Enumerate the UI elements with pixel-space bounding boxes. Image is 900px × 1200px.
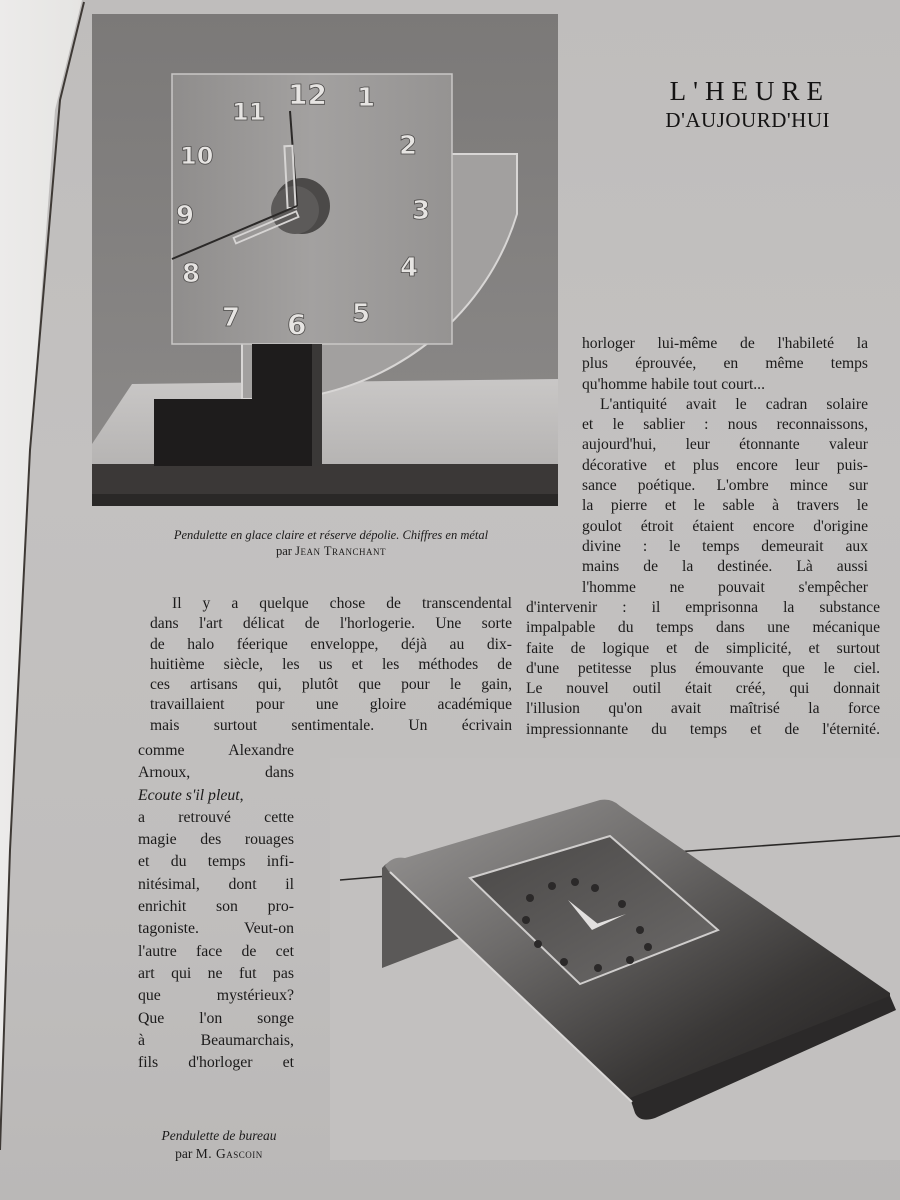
text-line: Le nouvel outil était créé, qui donnait	[526, 680, 880, 698]
book-title-line: Ecoute s'il pleut,	[138, 786, 244, 804]
text-line: Il y a quelque chose de transcendental	[172, 595, 512, 612]
text-line: horloger lui-même de l'habileté la	[582, 335, 868, 352]
text-line: nitésimal, dont il	[138, 875, 294, 893]
svg-text:9: 9	[176, 201, 195, 231]
text-line: divine : le temps demeurait aux	[582, 537, 868, 555]
right-column-top	[582, 334, 868, 598]
text-line: aujourd'hui, leur étonnante valeur	[582, 436, 868, 454]
text-line: L'antiquité avait le cadran solaire	[600, 395, 868, 413]
text-line: de halo féerique enveloppe, déjà au dix-	[150, 635, 512, 653]
text-line: décorative et plus encore leur puis-	[582, 456, 868, 474]
text-line: et le sablier : nous reconnaissons,	[582, 416, 868, 434]
text-line: art qui ne fut pas	[138, 964, 294, 982]
svg-text:11: 11	[232, 98, 266, 126]
svg-text:4: 4	[400, 253, 419, 283]
text-line: travaillaient pour une gloire académique	[150, 696, 512, 714]
text-line: plus éprouvée, en même temps	[582, 355, 868, 373]
text-line: mains de la destinée. Là aussi	[582, 558, 868, 576]
text-line: faite de logique et de simplicité, et surtout	[526, 639, 880, 657]
photo-gascoin-desk-clock	[330, 758, 900, 1160]
caption-1-description: Pendulette en glace claire et réserve dépolie. Chiffres en métal	[173, 528, 489, 542]
text-line: a retrouvé cette	[138, 808, 294, 826]
text-line: ces artisans qui, plutôt que pour le gain,	[150, 676, 512, 694]
text-line: qu'homme habile tout court...	[582, 375, 765, 393]
numeral-12: 12	[288, 78, 327, 111]
title-line-1: L'HEURE	[669, 76, 830, 106]
svg-text:10: 10	[180, 142, 214, 170]
caption-1-author: Jean Tranchant	[295, 544, 386, 558]
photo-tranchant-clock	[92, 14, 558, 506]
caption-2-par: par	[175, 1146, 193, 1161]
title-line-2: D'AUJOURD'HUI	[665, 108, 830, 132]
caption-1-par: par	[276, 544, 292, 558]
text-line: magie des rouages	[138, 831, 294, 849]
text-line: l'autre face de cet	[138, 942, 294, 960]
text-line: Arnoux, dans	[138, 764, 294, 782]
text-line: à Beaumarchais,	[138, 1031, 294, 1049]
text-line: Que l'on songe	[138, 1009, 294, 1027]
caption-figure-2	[124, 1127, 314, 1163]
text-line: d'une petitesse plus émouvante que le ciel.	[526, 659, 880, 677]
text-line: huitième siècle, les us et les méthodes de	[150, 655, 512, 673]
text-line: enrichit son pro-	[138, 898, 294, 916]
text-line: et du temps infi-	[138, 853, 294, 871]
text-line: l'illusion qu'on avait maîtrisé la force	[526, 700, 880, 718]
svg-text:7: 7	[222, 303, 241, 333]
caption-figure-1	[100, 527, 562, 559]
text-line: comme Alexandre	[138, 742, 294, 759]
text-line: fils d'horloger et	[138, 1054, 294, 1072]
svg-text:2: 2	[399, 131, 418, 161]
text-line: dans l'art délicat de l'horlogerie. Une sorte	[150, 615, 512, 633]
left-column-top	[150, 594, 512, 736]
book-title: Ecoute s'il pleut	[138, 786, 240, 804]
text-line: impalpable du temps dans une mécanique	[526, 619, 880, 637]
right-column-bottom	[526, 598, 880, 740]
text-line: sance poétique. L'ombre mince sur	[582, 477, 868, 495]
svg-text:8: 8	[182, 259, 201, 289]
svg-text:5: 5	[352, 299, 371, 329]
left-column-narrow	[138, 740, 294, 1074]
text-line: l'homme ne pouvait s'empêcher	[582, 578, 868, 596]
text-line: impressionnante du temps et de l'éternité.	[526, 720, 880, 738]
caption-2-description: Pendulette de bureau	[161, 1128, 277, 1143]
text-line: tagoniste. Veut-on	[138, 920, 294, 938]
svg-text:3: 3	[412, 196, 431, 226]
text-line: que mystérieux?	[138, 987, 294, 1005]
article-title	[665, 76, 830, 134]
svg-text:1: 1	[357, 83, 376, 113]
text-line: la pierre et le sable à travers le	[582, 497, 868, 515]
text-line: d'intervenir : il emprisonna la substance	[526, 599, 880, 616]
caption-2-author: M. Gascoin	[195, 1146, 263, 1161]
text-line: mais surtout sentimentale. Un écrivain	[150, 716, 512, 734]
svg-text:6: 6	[287, 308, 307, 341]
text-line: goulot étroit étaient encore d'origine	[582, 517, 868, 535]
